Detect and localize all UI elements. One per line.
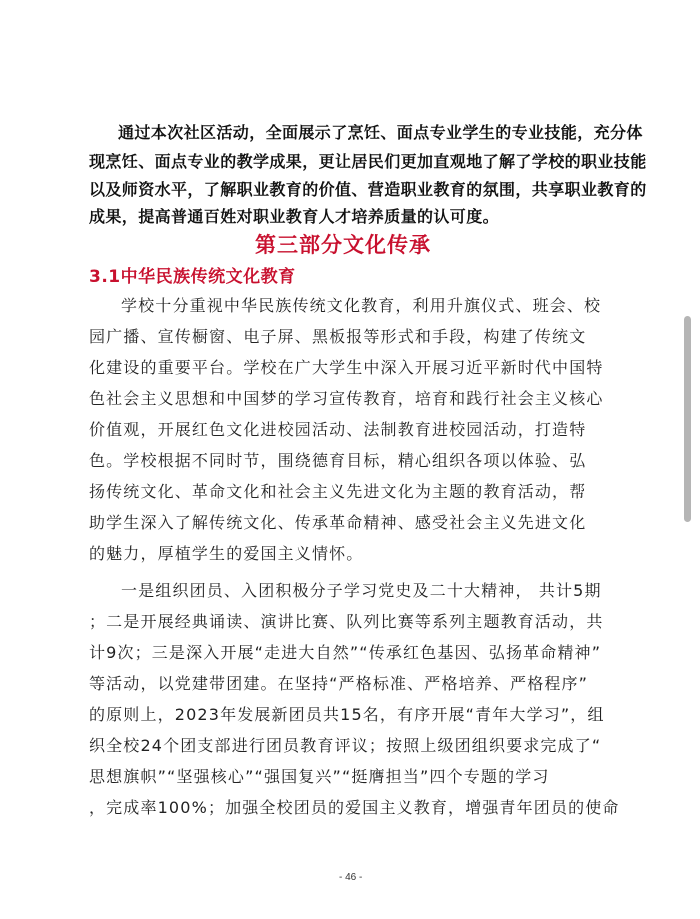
paragraph1-line-5: 价值观，开展红色文化进校园活动、法制教育进校园活动，打造特 xyxy=(89,420,587,439)
paragraph1-line-9: 的魅力，厚植学生的爱国主义情怀。 xyxy=(89,544,364,563)
paragraph2-line-2: ；二是开展经典诵读、演讲比赛、队列比赛等系列主题教育活动，共 xyxy=(89,612,604,631)
intro-line-4: 成果，提高普通百姓对职业教育人才培养质量的认可度。 xyxy=(89,207,500,226)
paragraph1-line-7: 扬传统文化、革命文化和社会主义先进文化为主题的教育活动，帮 xyxy=(89,482,587,501)
paragraph2-line-3: 计9次；三是深入开展“走进大自然”“传承红色基因、弘扬革命精神” xyxy=(89,643,602,662)
paragraph1-line-4: 色社会主义思想和中国梦的学习宣传教育，培育和践行社会主义核心 xyxy=(89,389,604,408)
paragraph2-line-5: 的原则上，2023年发展新团员共15名，有序开展“青年大学习”，组 xyxy=(89,705,605,724)
page-number: - 46 - xyxy=(339,872,363,883)
paragraph2-line-6: 织全校24个团支部进行团员教育评议；按照上级团组织要求完成了“ xyxy=(89,736,602,755)
intro-line-1: 通过本次社区活动，全面展示了烹饪、面点专业学生的专业技能，充分体 xyxy=(118,123,643,142)
intro-line-3: 以及师资水平，了解职业教育的价值、营造职业教育的氛围，共享职业教育的 xyxy=(89,180,647,199)
paragraph2-line-1: 一是组织团员、入团积极分子学习党史及二十大精神， 共计5期 xyxy=(121,581,602,600)
paragraph2-line-4: 等活动，以党建带团建。在坚持“严格标准、严格培养、严格程序” xyxy=(89,674,589,693)
vertical-scrollbar-thumb[interactable] xyxy=(684,316,691,522)
intro-line-2: 现烹饪、面点专业的教学成果，更让居民们更加直观地了解了学校的职业技能 xyxy=(89,152,647,171)
paragraph2-line-8: ，完成率100%；加强全校团员的爱国主义教育，增强青年团员的使命 xyxy=(89,798,620,817)
paragraph1-line-6: 色。学校根据不同时节，围绕德育目标，精心组织各项以体验、弘 xyxy=(89,451,587,470)
paragraph1-line-8: 助学生深入了解传统文化、传承革命精神、感受社会主义先进文化 xyxy=(89,513,587,532)
paragraph1-line-3: 化建设的重要平台。学校在广大学生中深入开展习近平新时代中国特 xyxy=(89,358,604,377)
paragraph1-line-2: 园广播、宣传橱窗、电子屏、黑板报等形式和手段，构建了传统文 xyxy=(89,327,587,346)
section-title: 第三部分文化传承 xyxy=(255,233,431,257)
paragraph1-line-1: 学校十分重视中华民族传统文化教育，利用升旗仪式、班会、校 xyxy=(121,296,602,315)
subsection-title: 3.1中华民族传统文化教育 xyxy=(89,267,296,287)
paragraph2-line-7: 思想旗帜”“坚强核心”“强国复兴”“挺膺担当”四个专题的学习 xyxy=(89,767,550,786)
